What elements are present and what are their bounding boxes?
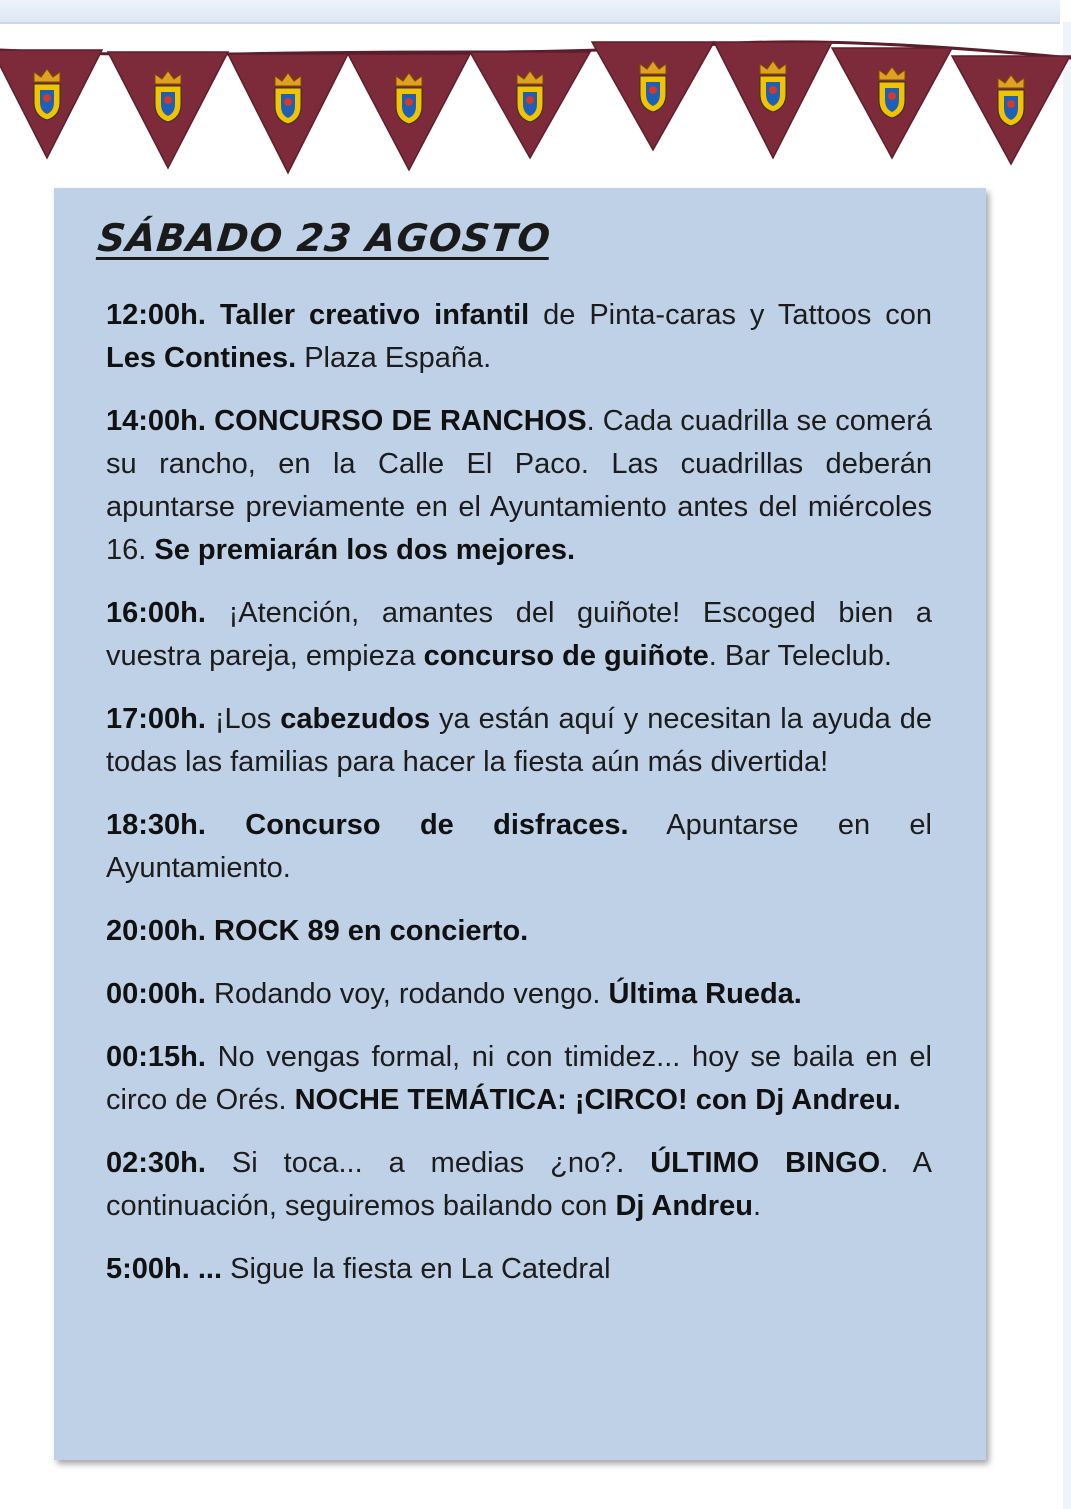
event-text-bold: 17:00h. bbox=[106, 703, 206, 735]
event-text-bold: 00:00h. bbox=[106, 978, 206, 1010]
top-strip bbox=[0, 0, 1060, 24]
event-item bbox=[106, 294, 932, 380]
coat-of-arms-icon bbox=[998, 75, 1024, 126]
event-item bbox=[106, 592, 932, 678]
event-list bbox=[106, 294, 932, 1311]
program-panel bbox=[54, 188, 986, 1460]
coat-of-arms-icon bbox=[155, 71, 181, 122]
event-text: de Pinta-caras y Tattoos con bbox=[529, 299, 933, 331]
event-text: . A continuación, seguiremos bailando con bbox=[106, 1147, 933, 1222]
event-text-bold: ÚLTIMO BINGO bbox=[650, 1147, 881, 1179]
bunting-garland bbox=[0, 28, 1071, 188]
event-text: No vengas formal, ni con timidez... hoy se baila en el circo de Orés. bbox=[106, 1041, 932, 1116]
event-item bbox=[106, 400, 932, 572]
event-item bbox=[106, 804, 932, 890]
bunting-flag bbox=[348, 54, 470, 170]
bunting-flag bbox=[952, 56, 1070, 164]
coat-of-arms-icon bbox=[640, 61, 666, 112]
event-text: Sigue la fiesta en La Catedral bbox=[222, 1253, 611, 1285]
event-text-bold: Taller creativo infantil bbox=[219, 299, 530, 331]
event-text: Si toca... a medias ¿no?. bbox=[205, 1147, 651, 1179]
bunting-flag bbox=[592, 42, 714, 150]
event-item bbox=[106, 973, 932, 1016]
event-item bbox=[106, 698, 932, 784]
event-text: ¡Los bbox=[205, 703, 281, 735]
page-title: SÁBADO 23 AGOSTO bbox=[95, 216, 554, 260]
event-text-bold: Les Contines. bbox=[106, 342, 297, 374]
event-text-bold: 16:00h. bbox=[106, 597, 206, 629]
event-item bbox=[106, 1036, 932, 1122]
event-text-bold: concurso de guiñote bbox=[423, 640, 709, 672]
bunting-flag bbox=[832, 48, 952, 158]
coat-of-arms-icon bbox=[879, 67, 905, 118]
event-text-bold: 00:15h. bbox=[106, 1041, 206, 1073]
event-text-bold: Dj Andreu bbox=[615, 1190, 753, 1222]
coat-of-arms-icon bbox=[517, 71, 543, 122]
coat-of-arms-icon bbox=[396, 73, 422, 124]
event-text-bold: 20:00h. ROCK 89 en concierto. bbox=[106, 915, 529, 947]
event-text-bold: Se premiarán los dos mejores. bbox=[154, 534, 576, 566]
bunting-flag bbox=[470, 52, 590, 158]
event-text: . bbox=[752, 1190, 761, 1222]
bunting-flag bbox=[714, 42, 832, 158]
event-text: ya están aquí y necesitan la ayuda de todas las familias para hacer la fiesta aún más divertida! bbox=[106, 703, 932, 778]
event-text-bold: 18:30h. Concurso de disfraces. bbox=[106, 809, 629, 841]
event-text-bold: NOCHE TEMÁTICA: ¡CIRCO! con Dj Andreu. bbox=[294, 1084, 901, 1116]
event-text: ¡Atención, amantes del guiñote! Escoged bien a vuestra pareja, empieza bbox=[106, 597, 932, 672]
event-text: . Bar Teleclub. bbox=[708, 640, 892, 672]
event-item bbox=[106, 1248, 932, 1291]
event-text-bold: 5:00h. ... bbox=[106, 1253, 223, 1285]
bunting-flag bbox=[108, 52, 228, 168]
coat-of-arms-icon bbox=[760, 61, 786, 112]
bunting-flag bbox=[228, 54, 348, 173]
coat-of-arms-icon bbox=[275, 73, 301, 124]
event-text-bold: 02:30h. bbox=[106, 1147, 206, 1179]
coat-of-arms-icon bbox=[34, 69, 60, 120]
right-edge bbox=[1063, 22, 1071, 1509]
event-text-bold: 14:00h. CONCURSO DE RANCHOS bbox=[106, 405, 587, 437]
event-item bbox=[106, 910, 932, 953]
event-text: Rodando voy, rodando vengo. bbox=[205, 978, 609, 1010]
event-text-bold: Última Rueda. bbox=[608, 978, 802, 1010]
event-text: . Cada cuadrilla se comerá su rancho, en la Calle El Paco. Las cuadrillas deberán apuntarse previamente en el Ayuntamiento antes del miércoles 16. bbox=[106, 405, 932, 566]
event-text-bold: cabezudos bbox=[280, 703, 431, 735]
event-text: Plaza España. bbox=[296, 342, 492, 374]
bunting-flag bbox=[0, 50, 102, 158]
event-text: Apuntarse en el Ayuntamiento. bbox=[106, 809, 932, 884]
event-text-bold: 12:00h. bbox=[106, 299, 220, 331]
event-item bbox=[106, 1142, 932, 1228]
